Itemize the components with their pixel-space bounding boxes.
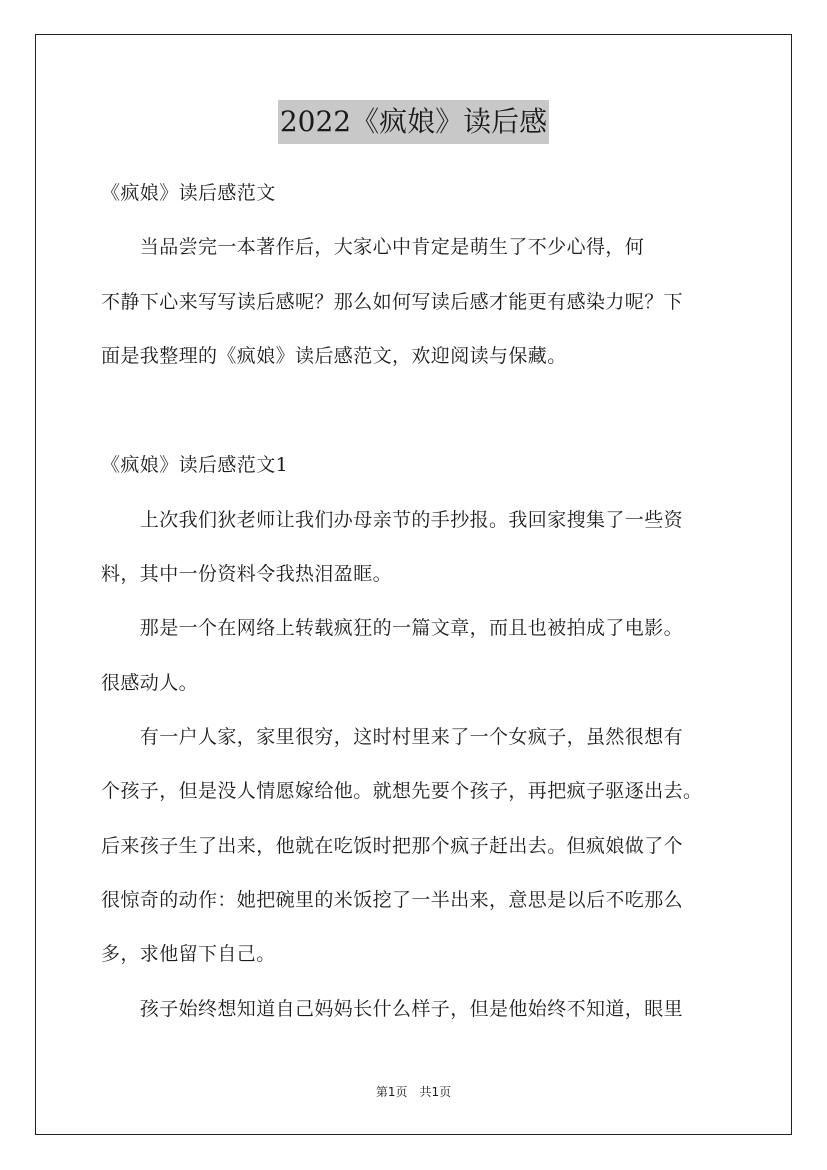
body-line-1: 上次我们狄老师让我们办母亲节的手抄报。我回家搜集了一些资 <box>101 509 684 531</box>
intro-line-3: 面是我整理的《疯娘》读后感范文，欢迎阅读与保藏。 <box>101 345 567 367</box>
body-line-8: 很惊奇的动作：她把碗里的米饭挖了一半出来，意思是以后不吃那么 <box>101 889 684 911</box>
intro-line-2: 不静下心来写写读后感呢？那么如何写读后感才能更有感染力呢？下 <box>101 291 684 313</box>
body-line-3: 那是一个在网络上转载疯狂的一篇文章，而且也被拍成了电影。 <box>101 617 684 639</box>
body-line-2: 料，其中一份资料令我热泪盈眶。 <box>101 563 393 585</box>
section-heading: 《疯娘》读后感范文1 <box>101 454 289 476</box>
body-line-6: 个孩子，但是没人情愿嫁给他。就想先要个孩子，再把疯子驱逐出去。 <box>101 780 703 802</box>
body-line-5: 有一户人家，家里很穷，这时村里来了一个女疯子，虽然很想有 <box>101 726 684 748</box>
body-line-7: 后来孩子生了出来，他就在吃饭时把那个疯子赶出去。但疯娘做了个 <box>101 835 684 857</box>
title-container <box>0 100 827 144</box>
body-line-10: 孩子始终想知道自己妈妈长什么样子，但是他始终不知道，眼里 <box>101 998 684 1020</box>
document-title: 2022《疯娘》读后感 <box>278 100 549 144</box>
intro-line-1: 当品尝完一本著作后，大家心中肯定是萌生了不少心得，何 <box>101 236 645 258</box>
subtitle-line: 《疯娘》读后感范文 <box>101 182 276 204</box>
page-footer: 第1页 共1页 <box>375 1085 452 1099</box>
body-line-4: 很感动人。 <box>101 672 199 694</box>
body-line-9: 多，求他留下自己。 <box>101 943 276 965</box>
